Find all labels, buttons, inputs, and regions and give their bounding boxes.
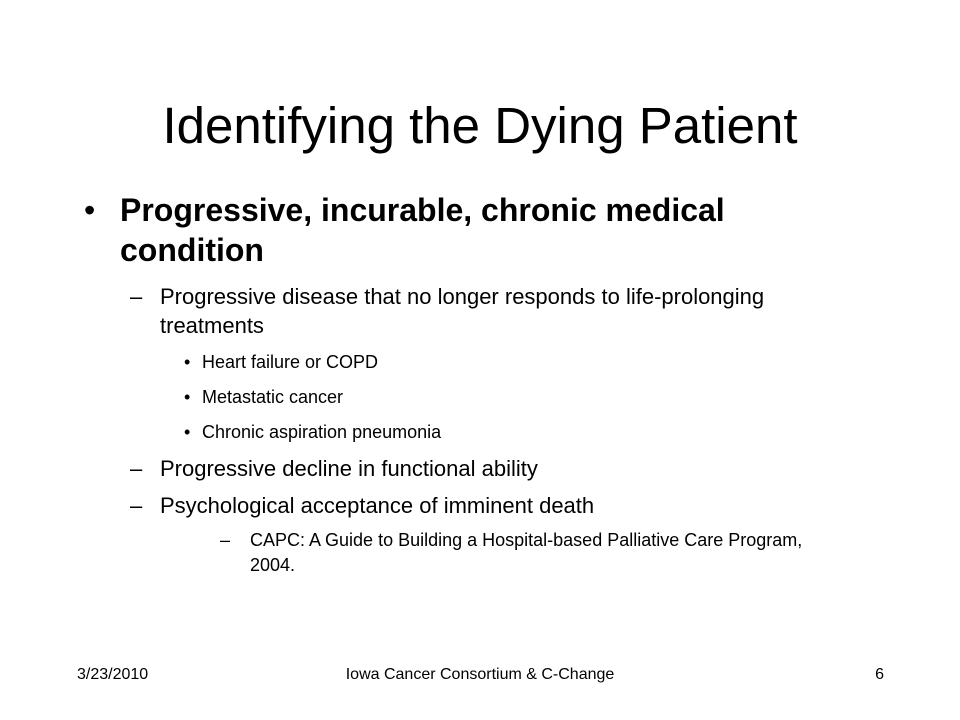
sub-bullet-text: Progressive decline in functional ability — [160, 456, 538, 481]
sub-sub-bullet-text: Chronic aspiration pneumonia — [202, 422, 442, 442]
footer-page-number: 6 — [875, 666, 884, 683]
sub-bullet-progressive-disease — [130, 282, 820, 340]
bullet-marker: • — [84, 192, 96, 228]
sub-sub-bullet-heart-failure — [184, 350, 802, 374]
footer-date: 3/23/2010 — [77, 666, 149, 683]
bullet-marker: • — [184, 352, 191, 372]
citation-text: CAPC: A Guide to Building a Hospital-based Palliative Care Program, 2004. — [250, 530, 803, 575]
bullet-text: Progressive, incurable, chronic medical condition — [120, 192, 725, 268]
sub-bullet-psychological-acceptance — [130, 491, 820, 520]
bullet-marker: • — [184, 422, 191, 442]
citation-capc — [220, 528, 850, 578]
bullet-progressive-condition — [84, 190, 840, 270]
dash-marker: – — [130, 456, 143, 481]
sub-sub-bullet-metastatic-cancer — [184, 385, 802, 409]
dash-marker: – — [130, 493, 143, 518]
slide-title: Identifying the Dying Patient — [162, 97, 798, 154]
dash-marker: – — [130, 284, 143, 309]
sub-sub-bullet-aspiration-pneumonia — [184, 420, 802, 444]
sub-sub-bullet-text: Heart failure or COPD — [202, 352, 379, 372]
sub-bullet-functional-decline — [130, 454, 820, 483]
bullet-marker: • — [184, 387, 191, 407]
footer-organization: Iowa Cancer Consortium & C-Change — [345, 666, 615, 683]
dash-marker: – — [220, 530, 231, 550]
sub-sub-bullet-text: Metastatic cancer — [202, 387, 344, 407]
sub-bullet-text: Progressive disease that no longer responds to life-prolonging treatments — [160, 284, 765, 338]
sub-bullet-text: Psychological acceptance of imminent death — [160, 493, 595, 518]
